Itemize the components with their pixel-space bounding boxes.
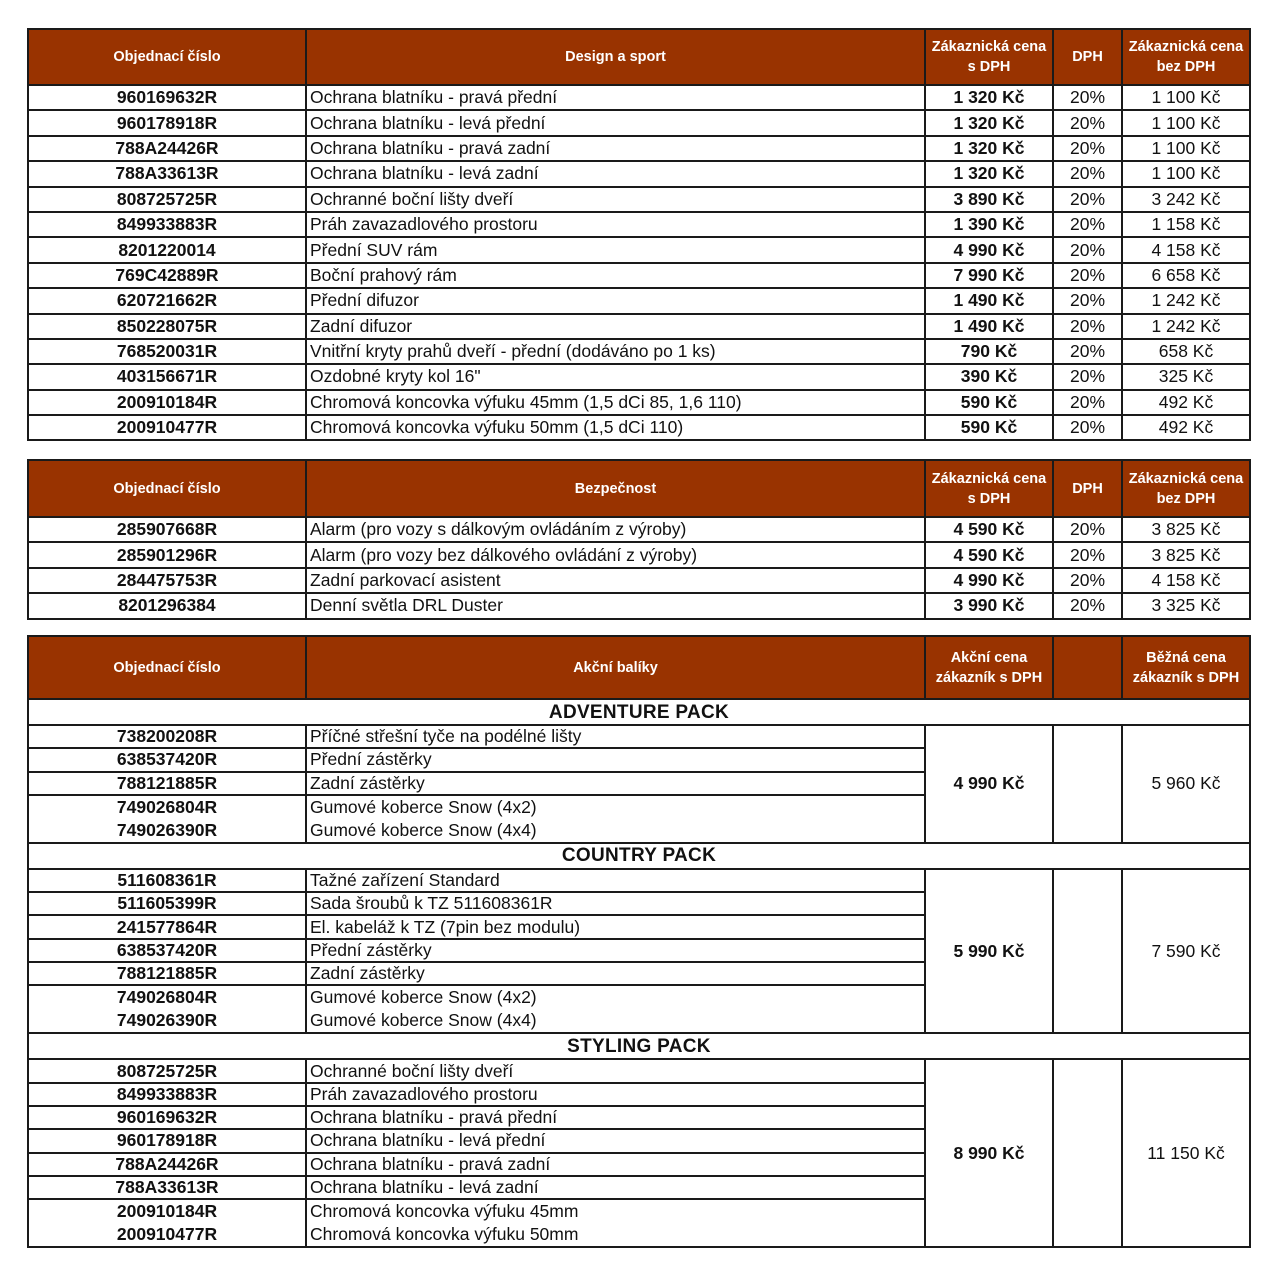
- order-number-line: 511605399R: [117, 893, 217, 914]
- table-row: [28, 415, 1250, 440]
- price-with-vat: 390 Kč: [925, 364, 1053, 389]
- vat-rate: 20%: [1053, 517, 1122, 542]
- pack-title: COUNTRY PACK: [28, 843, 1250, 869]
- item-description: Zadní parkovací asistent: [306, 568, 925, 593]
- item-description: [306, 1199, 925, 1247]
- vat-rate: 20%: [1053, 85, 1122, 110]
- item-description: Přední difuzor: [306, 288, 925, 313]
- order-number: 960178918R: [28, 110, 306, 135]
- pack-title-row: [28, 699, 1250, 725]
- order-number-line: 788A33613R: [115, 1177, 219, 1197]
- item-description-line: Práh zavazadlového prostoru: [310, 1083, 538, 1104]
- header-empty: [1053, 636, 1122, 699]
- item-description: Ozdobné kryty kol 16": [306, 364, 925, 389]
- header-regular-price: Běžná cena zákazník s DPH: [1122, 636, 1250, 699]
- item-description-line: Ochrana blatníku - levá přední: [310, 1130, 546, 1151]
- price-without-vat: 1 100 Kč: [1122, 161, 1250, 186]
- order-number: 200910184R: [28, 390, 306, 415]
- table-row: [28, 263, 1250, 288]
- item-description-line: Gumové koberce Snow (4x4): [310, 1010, 537, 1031]
- price-without-vat: 4 158 Kč: [1122, 568, 1250, 593]
- pack-title: ADVENTURE PACK: [28, 699, 1250, 725]
- pack-promo-price: 8 990 Kč: [925, 1059, 1053, 1247]
- price-with-vat: 1 320 Kč: [925, 136, 1053, 161]
- price-with-vat: 1 390 Kč: [925, 212, 1053, 237]
- order-number: 768520031R: [28, 339, 306, 364]
- price-without-vat: 1 100 Kč: [1122, 110, 1250, 135]
- price-with-vat: 4 590 Kč: [925, 517, 1053, 542]
- price-without-vat: 1 242 Kč: [1122, 288, 1250, 313]
- vat-rate: 20%: [1053, 110, 1122, 135]
- order-number: [28, 725, 306, 748]
- vat-rate: 20%: [1053, 161, 1122, 186]
- price-with-vat: 1 490 Kč: [925, 288, 1053, 313]
- pack-empty-cell: [1053, 869, 1122, 1033]
- price-without-vat: 3 325 Kč: [1122, 593, 1250, 618]
- price-with-vat: 1 320 Kč: [925, 110, 1053, 135]
- price-without-vat: 3 825 Kč: [1122, 517, 1250, 542]
- item-description: Ochrana blatníku - levá přední: [306, 110, 925, 135]
- order-number: 285907668R: [28, 517, 306, 542]
- item-description-line: Tažné zařízení Standard: [310, 870, 500, 891]
- order-number-line: 738200208R: [116, 726, 218, 747]
- order-number: 850228075R: [28, 314, 306, 339]
- item-description: [306, 725, 925, 748]
- pack-empty-cell: [1053, 1059, 1122, 1247]
- order-number: [28, 892, 306, 915]
- header-price-without-vat: Zákaznická cena bez DPH: [1122, 29, 1250, 85]
- design-sport-rows: [28, 85, 1250, 440]
- item-description: Ochrana blatníku - pravá zadní: [306, 136, 925, 161]
- table-row: [28, 212, 1250, 237]
- order-number: 8201220014: [28, 237, 306, 262]
- item-description-line: Gumové koberce Snow (4x2): [310, 796, 537, 817]
- price-with-vat: 3 890 Kč: [925, 187, 1053, 212]
- order-number-line: 200910184R: [116, 1201, 218, 1222]
- table-row: [28, 542, 1250, 567]
- header-price-with-vat: Zákaznická cena s DPH: [925, 29, 1053, 85]
- vat-rate: 20%: [1053, 187, 1122, 212]
- header-order-number: Objednací číslo: [28, 29, 306, 85]
- order-number: [28, 1106, 306, 1129]
- packs-rows: [28, 699, 1250, 1247]
- table-row: [28, 288, 1250, 313]
- item-description: Boční prahový rám: [306, 263, 925, 288]
- design-sport-table: [27, 28, 1251, 441]
- order-number: 620721662R: [28, 288, 306, 313]
- pack-title-row: [28, 843, 1250, 869]
- order-number-line: 241577864R: [116, 916, 218, 937]
- table-row: [28, 517, 1250, 542]
- price-with-vat: 7 990 Kč: [925, 263, 1053, 288]
- pack-promo-price: 5 990 Kč: [925, 869, 1053, 1033]
- table-row: [28, 568, 1250, 593]
- order-number: [28, 1199, 306, 1247]
- order-number: [28, 1153, 306, 1176]
- item-description: Přední SUV rám: [306, 237, 925, 262]
- header-category: Bezpečnost: [306, 460, 925, 517]
- order-number-line: 638537420R: [116, 939, 218, 960]
- price-without-vat: 3 242 Kč: [1122, 187, 1250, 212]
- header-vat: DPH: [1053, 29, 1122, 85]
- order-number: 769C42889R: [28, 263, 306, 288]
- item-description: Vnitřní kryty prahů dveří - přední (dodáváno po 1 ks): [306, 339, 925, 364]
- item-description-line: Ochrana blatníku - levá zadní: [310, 1177, 539, 1197]
- price-without-vat: 4 158 Kč: [1122, 237, 1250, 262]
- order-number-line: 788121885R: [116, 772, 218, 793]
- table-row: [28, 390, 1250, 415]
- item-description: Denní světla DRL Duster: [306, 593, 925, 618]
- price-without-vat: 1 100 Kč: [1122, 85, 1250, 110]
- order-number-line: 200910477R: [116, 1224, 218, 1245]
- price-without-vat: 325 Kč: [1122, 364, 1250, 389]
- item-description: [306, 1153, 925, 1176]
- vat-rate: 20%: [1053, 136, 1122, 161]
- item-description: [306, 772, 925, 795]
- pack-title: STYLING PACK: [28, 1033, 1250, 1059]
- item-description: [306, 869, 925, 892]
- vat-rate: 20%: [1053, 212, 1122, 237]
- price-with-vat: 790 Kč: [925, 339, 1053, 364]
- item-description-line: Chromová koncovka výfuku 45mm: [310, 1201, 579, 1222]
- safety-rows: [28, 517, 1250, 619]
- item-description-line: Ochrana blatníku - pravá přední: [310, 1107, 558, 1128]
- vat-rate: 20%: [1053, 288, 1122, 313]
- order-number: [28, 772, 306, 795]
- item-description: [306, 795, 925, 843]
- table-row: [28, 110, 1250, 135]
- table-row: [28, 237, 1250, 262]
- item-description: [306, 1106, 925, 1129]
- item-description-line: Příčné střešní tyče na podélné lišty: [310, 726, 582, 747]
- table-header-row: [28, 29, 1250, 85]
- order-number: [28, 1129, 306, 1152]
- item-description: Práh zavazadlového prostoru: [306, 212, 925, 237]
- item-description-line: Sada šroubů k TZ 511608361R: [310, 893, 553, 914]
- price-with-vat: 1 490 Kč: [925, 314, 1053, 339]
- item-description-line: Chromová koncovka výfuku 50mm: [310, 1224, 579, 1245]
- price-with-vat: 4 990 Kč: [925, 568, 1053, 593]
- item-description-line: Gumové koberce Snow (4x2): [310, 987, 537, 1008]
- table-row: [28, 593, 1250, 618]
- price-without-vat: 658 Kč: [1122, 339, 1250, 364]
- price-with-vat: 590 Kč: [925, 390, 1053, 415]
- order-number: 8201296384: [28, 593, 306, 618]
- order-number: 200910477R: [28, 415, 306, 440]
- table-row: [28, 314, 1250, 339]
- table-row: [28, 1059, 1250, 1082]
- item-description: Alarm (pro vozy s dálkovým ovládáním z výroby): [306, 517, 925, 542]
- order-number-line: 749026390R: [116, 1010, 218, 1031]
- price-with-vat: 3 990 Kč: [925, 593, 1053, 618]
- order-number-line: 749026804R: [116, 796, 218, 817]
- order-number-line: 788121885R: [116, 963, 218, 984]
- pack-empty-cell: [1053, 725, 1122, 843]
- order-number-line: 960169632R: [116, 1107, 218, 1128]
- item-description: [306, 1129, 925, 1152]
- safety-table: [27, 459, 1251, 620]
- table-row: [28, 339, 1250, 364]
- pack-regular-price: 7 590 Kč: [1122, 869, 1250, 1033]
- header-vat: DPH: [1053, 460, 1122, 517]
- header-order-number: Objednací číslo: [28, 460, 306, 517]
- table-row: [28, 136, 1250, 161]
- pack-regular-price: 5 960 Kč: [1122, 725, 1250, 843]
- header-category: Akční balíky: [306, 636, 925, 699]
- vat-rate: 20%: [1053, 237, 1122, 262]
- item-description: Zadní difuzor: [306, 314, 925, 339]
- header-price-without-vat: Zákaznická cena bez DPH: [1122, 460, 1250, 517]
- vat-rate: 20%: [1053, 568, 1122, 593]
- order-number: [28, 939, 306, 962]
- table-row: [28, 187, 1250, 212]
- item-description: Ochranné boční lišty dveří: [306, 187, 925, 212]
- item-description: [306, 939, 925, 962]
- vat-rate: 20%: [1053, 542, 1122, 567]
- header-price-with-vat: Zákaznická cena s DPH: [925, 460, 1053, 517]
- order-number-line: 638537420R: [116, 749, 218, 770]
- item-description-line: Ochranné boční lišty dveří: [310, 1060, 514, 1081]
- header-category: Design a sport: [306, 29, 925, 85]
- price-without-vat: 492 Kč: [1122, 390, 1250, 415]
- item-description-line: Zadní zástěrky: [310, 963, 425, 984]
- order-number-line: 788A24426R: [115, 1153, 219, 1174]
- vat-rate: 20%: [1053, 390, 1122, 415]
- order-number: 808725725R: [28, 187, 306, 212]
- order-number-line: 749026390R: [116, 819, 218, 840]
- order-number: [28, 795, 306, 843]
- table-header-row: [28, 460, 1250, 517]
- pack-title-row: [28, 1033, 1250, 1059]
- order-number: [28, 1176, 306, 1199]
- order-number-line: 511608361R: [117, 870, 217, 891]
- pack-promo-price: 4 990 Kč: [925, 725, 1053, 843]
- item-description-line: Gumové koberce Snow (4x4): [310, 819, 537, 840]
- order-number: 960169632R: [28, 85, 306, 110]
- price-without-vat: 1 242 Kč: [1122, 314, 1250, 339]
- header-order-number: Objednací číslo: [28, 636, 306, 699]
- order-number: [28, 1059, 306, 1082]
- item-description: [306, 985, 925, 1033]
- table-row: [28, 161, 1250, 186]
- vat-rate: 20%: [1053, 593, 1122, 618]
- price-without-vat: 1 158 Kč: [1122, 212, 1250, 237]
- pack-regular-price: 11 150 Kč: [1122, 1059, 1250, 1247]
- order-number: 849933883R: [28, 212, 306, 237]
- packs-table: [27, 635, 1251, 1248]
- order-number: [28, 1083, 306, 1106]
- table-row: [28, 364, 1250, 389]
- item-description-line: Zadní zástěrky: [310, 772, 425, 793]
- order-number: 285901296R: [28, 542, 306, 567]
- price-with-vat: 4 590 Kč: [925, 542, 1053, 567]
- header-promo-price: Akční cena zákazník s DPH: [925, 636, 1053, 699]
- price-with-vat: 1 320 Kč: [925, 161, 1053, 186]
- item-description: Ochrana blatníku - levá zadní: [306, 161, 925, 186]
- table-row: [28, 85, 1250, 110]
- item-description-line: Přední zástěrky: [310, 939, 432, 960]
- item-description-line: Přední zástěrky: [310, 749, 432, 770]
- vat-rate: 20%: [1053, 364, 1122, 389]
- order-number: 788A33613R: [28, 161, 306, 186]
- table-row: [28, 869, 1250, 892]
- order-number: 788A24426R: [28, 136, 306, 161]
- vat-rate: 20%: [1053, 415, 1122, 440]
- item-description: [306, 1176, 925, 1199]
- price-without-vat: 1 100 Kč: [1122, 136, 1250, 161]
- order-number: [28, 985, 306, 1033]
- item-description-line: Ochrana blatníku - pravá zadní: [310, 1153, 551, 1174]
- item-description: Ochrana blatníku - pravá přední: [306, 85, 925, 110]
- item-description: Chromová koncovka výfuku 45mm (1,5 dCi 85, 1,6 110): [306, 390, 925, 415]
- order-number: 284475753R: [28, 568, 306, 593]
- item-description: Chromová koncovka výfuku 50mm (1,5 dCi 110): [306, 415, 925, 440]
- order-number-line: 749026804R: [116, 987, 218, 1008]
- price-without-vat: 492 Kč: [1122, 415, 1250, 440]
- item-description: [306, 892, 925, 915]
- order-number: [28, 748, 306, 771]
- order-number: 403156671R: [28, 364, 306, 389]
- order-number: [28, 962, 306, 985]
- price-without-vat: 6 658 Kč: [1122, 263, 1250, 288]
- price-with-vat: 590 Kč: [925, 415, 1053, 440]
- vat-rate: 20%: [1053, 339, 1122, 364]
- order-number: [28, 869, 306, 892]
- order-number-line: 849933883R: [116, 1083, 218, 1104]
- item-description-line: El. kabeláž k TZ (7pin bez modulu): [310, 916, 581, 937]
- item-description: [306, 962, 925, 985]
- vat-rate: 20%: [1053, 314, 1122, 339]
- item-description: [306, 1059, 925, 1082]
- order-number-line: 808725725R: [116, 1060, 218, 1081]
- item-description: Alarm (pro vozy bez dálkového ovládání z výroby): [306, 542, 925, 567]
- price-with-vat: 4 990 Kč: [925, 237, 1053, 262]
- price-with-vat: 1 320 Kč: [925, 85, 1053, 110]
- table-row: [28, 725, 1250, 748]
- item-description: [306, 915, 925, 938]
- order-number-line: 960178918R: [116, 1130, 218, 1151]
- item-description: [306, 1083, 925, 1106]
- table-header-row: [28, 636, 1250, 699]
- price-without-vat: 3 825 Kč: [1122, 542, 1250, 567]
- order-number: [28, 915, 306, 938]
- vat-rate: 20%: [1053, 263, 1122, 288]
- item-description: [306, 748, 925, 771]
